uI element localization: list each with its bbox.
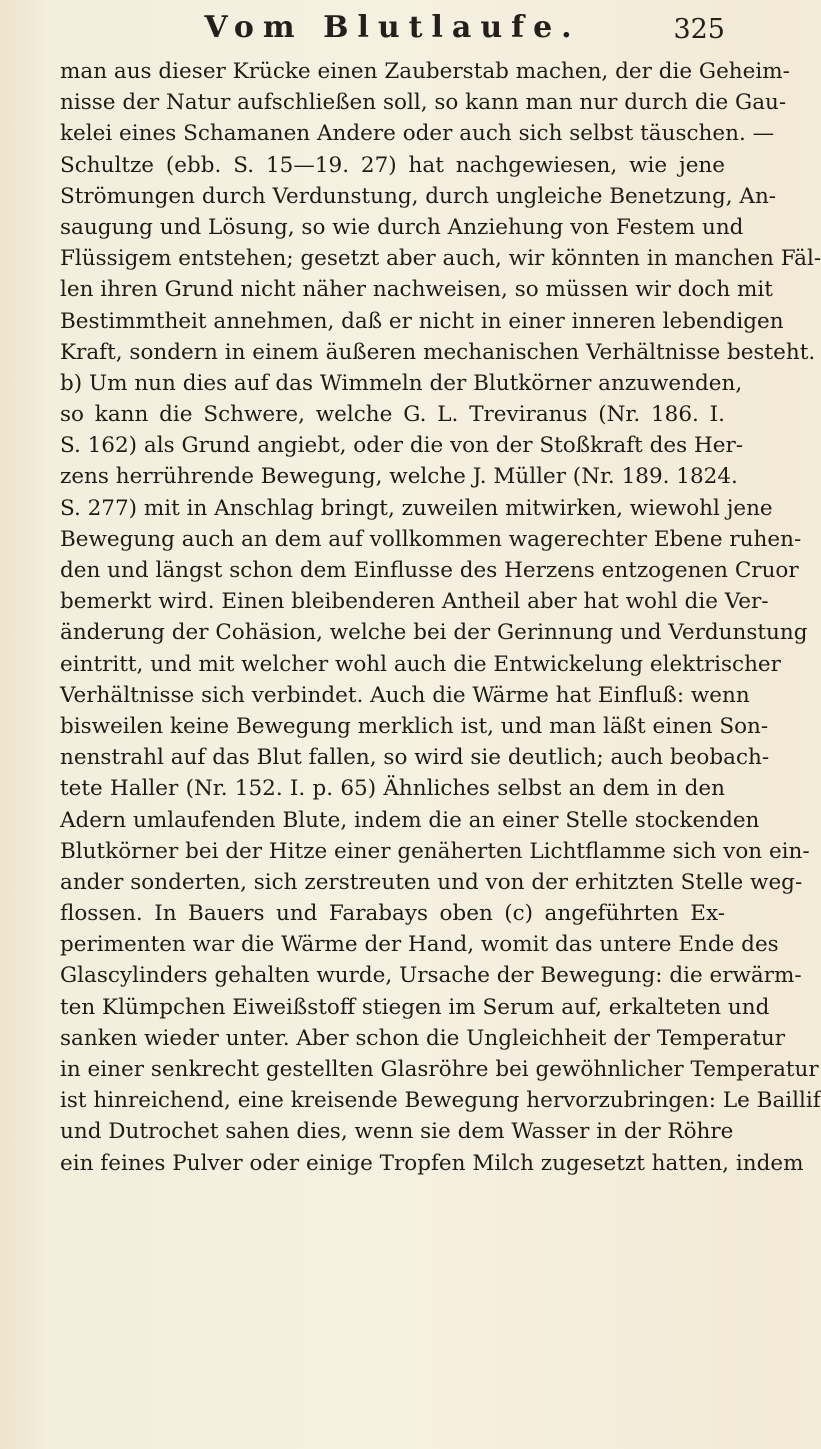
text-line: Verhältnisse sich verbindet. Auch die Wärme hat Einfluß: wenn xyxy=(60,682,750,708)
text-line: Strömungen durch Verdunstung, durch ungleiche Benetzung, An- xyxy=(60,183,777,209)
text-line: Adern umlaufenden Blute, indem die an einer Stelle stockenden xyxy=(60,807,760,833)
text-line: bisweilen keine Bewegung merklich ist, und man läßt einen Son- xyxy=(60,713,769,739)
text-line: Kraft, sondern in einem äußeren mechanischen Verhältnisse besteht. xyxy=(60,339,816,365)
text-line: ander sonderten, sich zerstreuten und von der erhitzten Stelle weg- xyxy=(60,869,803,895)
text-line: S. 277) mit in Anschlag bringt, zuweilen mitwirken, wiewohl jene xyxy=(60,495,773,521)
text-line: nenstrahl auf das Blut fallen, so wird sie deutlich; auch beobach- xyxy=(60,745,770,771)
text-line: flossen. In Bauers und Farabays oben (c) angeführten Ex- xyxy=(60,901,725,927)
text-line: man aus dieser Krücke einen Zauberstab machen, der die Geheim- xyxy=(60,59,790,84)
text-line: den und längst schon dem Einflusse des Herzens entzogenen Cruor xyxy=(60,558,799,583)
text-line: ein feines Pulver oder einige Tropfen Milch zugesetzt hatten, indem xyxy=(60,1150,804,1176)
text-line: Schultze (ebb. S. 15—19. 27) hat nachgewiesen, wie jene xyxy=(60,152,725,178)
text-line: und Dutrochet sahen dies, wenn sie dem Wasser in der Röhre xyxy=(60,1119,734,1145)
body-text xyxy=(60,56,821,1179)
text-line: Flüssigem entstehen; gesetzt aber auch, wir könnten in manchen Fäl- xyxy=(60,246,821,272)
text-line: sanken wieder unter. Aber schon die Ungleichheit der Temperatur xyxy=(60,1025,785,1051)
text-line: tete Haller (Nr. 152. I. p. 65) Ähnliches selbst an dem in den xyxy=(60,776,725,802)
text-line: S. 162) als Grund angiebt, oder die von der Stoßkraft des Her- xyxy=(60,433,744,459)
text-line: bemerkt wird. Einen bleibenderen Antheil aber hat wohl die Ver- xyxy=(60,589,769,615)
text-line: änderung der Cohäsion, welche bei der Gerinnung und Verdunstung xyxy=(60,620,808,646)
text-line: b) Um nun dies auf das Wimmeln der Blutkörner anzuwenden, xyxy=(60,370,743,396)
text-line: Bestimmtheit annehmen, daß er nicht in einer inneren lebendigen xyxy=(60,308,784,334)
text-line: saugung und Lösung, so wie durch Anziehung von Festem und xyxy=(60,214,744,240)
text-line: Glascylinders gehalten wurde, Ursache der Bewegung: die erwärm- xyxy=(60,963,802,989)
text-line: Bewegung auch an dem auf vollkommen wagerechter Ebene ruhen- xyxy=(60,526,802,552)
text-line: len ihren Grund nicht näher nachweisen, so müssen wir doch mit xyxy=(60,277,773,303)
text-line: zens herrührende Bewegung, welche J. Müller (Nr. 189. 1824. xyxy=(60,464,738,490)
text-line: so kann die Schwere, welche G. L. Treviranus (Nr. 186. I. xyxy=(60,402,725,428)
text-line: perimenten war die Wärme der Hand, womit das untere Ende des xyxy=(60,932,779,958)
page-header xyxy=(60,8,725,54)
text-line: nisse der Natur aufschließen soll, so kann man nur durch die Gau- xyxy=(60,90,787,116)
text-line: ten Klümpchen Eiweißstoff stiegen im Serum auf, erkalteten und xyxy=(60,994,770,1020)
text-line: eintritt, und mit welcher wohl auch die Entwickelung elektrischer xyxy=(60,651,781,677)
text-line: kelei eines Schamanen Andere oder auch sich selbst täuschen. — xyxy=(60,121,775,147)
text-line: Blutkörner bei der Hitze einer genäherten Lichtflamme sich von ein- xyxy=(60,838,810,864)
page-number: 325 xyxy=(673,14,725,45)
text-line: ist hinreichend, eine kreisende Bewegung hervorzubringen: Le Baillif xyxy=(60,1088,821,1114)
text-line: in einer senkrecht gestellten Glasröhre bei gewöhnlicher Temperatur xyxy=(60,1057,819,1082)
running-title: Vom Blutlaufe. xyxy=(204,10,581,45)
